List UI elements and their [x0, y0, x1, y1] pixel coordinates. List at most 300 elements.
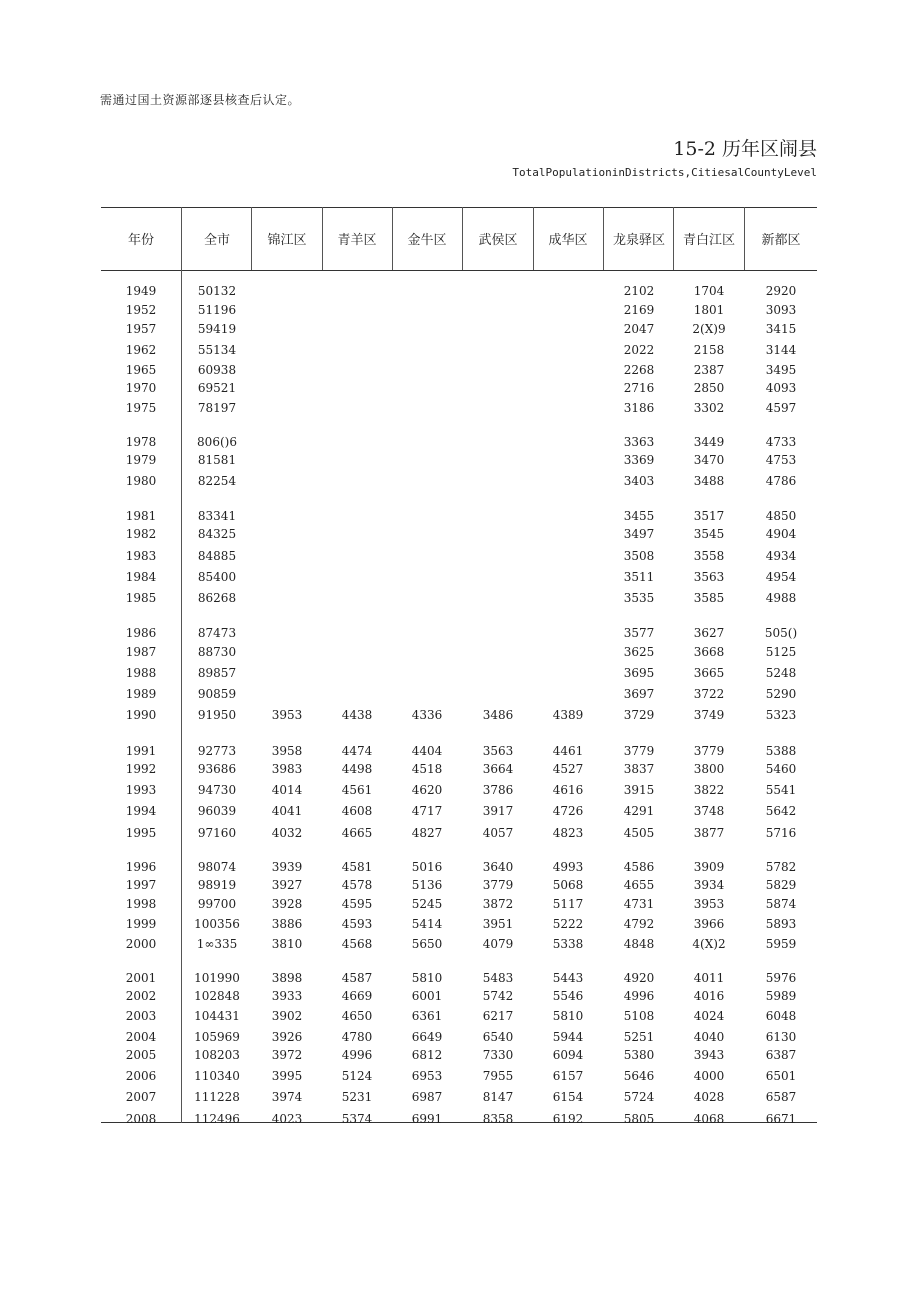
- value-cell: 3800: [693, 762, 725, 776]
- value-cell: [533, 282, 603, 300]
- value-cell: 4786: [765, 474, 797, 488]
- year-cell: 1970: [125, 381, 157, 395]
- value-cell: 3779: [623, 744, 655, 758]
- value-cell: 5724: [623, 1090, 655, 1104]
- year-cell: 1997: [125, 878, 157, 892]
- value-cell: 4(X)2: [692, 937, 726, 951]
- value-cell: 4586: [623, 860, 655, 874]
- value-cell: 5068: [552, 878, 584, 892]
- value-cell: [463, 399, 533, 417]
- value-cell: 87473: [197, 626, 237, 640]
- year-cell: 1983: [125, 549, 157, 563]
- value-cell: 6649: [411, 1030, 443, 1044]
- value-cell: 3837: [623, 762, 655, 776]
- table-row: [101, 969, 817, 987]
- value-cell: 6130: [765, 1030, 797, 1044]
- value-cell: 4587: [341, 971, 373, 985]
- value-cell: 3810: [271, 937, 303, 951]
- value-cell: 4850: [765, 509, 797, 523]
- value-cell: 505(): [764, 626, 798, 640]
- value-cell: 51196: [197, 303, 237, 317]
- table-row: [101, 781, 817, 799]
- value-cell: 4032: [271, 826, 303, 840]
- value-cell: 4505: [623, 826, 655, 840]
- value-cell: 5136: [411, 878, 443, 892]
- value-cell: 806()6: [197, 435, 237, 449]
- table-title: 15-2 历年区闹县: [673, 138, 817, 160]
- header-wuhou: 武侯区: [478, 233, 518, 248]
- value-cell: 5483: [482, 971, 514, 985]
- value-cell: 3668: [693, 645, 725, 659]
- year-cell: 2008: [125, 1112, 157, 1126]
- header-city-total: 全市: [203, 233, 230, 248]
- table-row: [101, 301, 817, 319]
- value-cell: [322, 685, 392, 703]
- value-cell: 4988: [765, 591, 797, 605]
- value-cell: [252, 451, 322, 469]
- value-cell: [252, 379, 322, 397]
- table-row: [101, 706, 817, 724]
- value-cell: [392, 507, 462, 525]
- header-chenghua: 成华区: [548, 233, 588, 248]
- table-row: [101, 472, 817, 490]
- value-cell: [252, 589, 322, 607]
- value-cell: 2102: [623, 284, 655, 298]
- table-row: [101, 525, 817, 543]
- year-cell: 1981: [125, 509, 157, 523]
- year-cell: 1989: [125, 687, 157, 701]
- value-cell: 5323: [765, 708, 797, 722]
- value-cell: 4996: [341, 1048, 373, 1062]
- value-cell: 4028: [693, 1090, 725, 1104]
- value-cell: 3939: [271, 860, 303, 874]
- value-cell: 5810: [552, 1009, 584, 1023]
- year-cell: 1949: [125, 284, 157, 298]
- value-cell: 2047: [623, 322, 655, 336]
- table-row: [101, 361, 817, 379]
- value-cell: 98919: [197, 878, 237, 892]
- value-cell: [533, 399, 603, 417]
- value-cell: 2387: [693, 363, 725, 377]
- table-subtitle: TotalPopulationinDistricts,CitiesalCountyLevel: [512, 166, 817, 179]
- value-cell: 4568: [341, 937, 373, 951]
- value-cell: 5388: [765, 744, 797, 758]
- value-cell: 4498: [341, 762, 373, 776]
- value-cell: [392, 451, 462, 469]
- value-cell: [252, 301, 322, 319]
- table-row: [101, 1110, 817, 1128]
- value-cell: 5460: [765, 762, 797, 776]
- value-cell: 3943: [693, 1048, 725, 1062]
- value-cell: [533, 341, 603, 359]
- value-cell: 5222: [552, 917, 584, 931]
- value-cell: 5742: [482, 989, 514, 1003]
- value-cell: 6192: [552, 1112, 584, 1126]
- value-cell: 50132: [197, 284, 237, 298]
- value-cell: [392, 399, 462, 417]
- year-cell: 1979: [125, 453, 157, 467]
- year-cell: 1978: [125, 435, 157, 449]
- value-cell: [322, 301, 392, 319]
- header-bottom-rule: [101, 270, 817, 271]
- value-cell: 2169: [623, 303, 655, 317]
- value-cell: [392, 643, 462, 661]
- year-cell: 1988: [125, 666, 157, 680]
- value-cell: 3517: [693, 509, 725, 523]
- value-cell: 82254: [197, 474, 237, 488]
- value-cell: 5893: [765, 917, 797, 931]
- value-cell: [322, 507, 392, 525]
- value-cell: 3563: [693, 570, 725, 584]
- value-cell: 88730: [197, 645, 237, 659]
- value-cell: 90859: [197, 687, 237, 701]
- value-cell: 98074: [197, 860, 237, 874]
- value-cell: 3983: [271, 762, 303, 776]
- value-cell: [322, 589, 392, 607]
- value-cell: 4527: [552, 762, 584, 776]
- value-cell: 3488: [693, 474, 725, 488]
- value-cell: [322, 282, 392, 300]
- value-cell: 6154: [552, 1090, 584, 1104]
- value-cell: 3966: [693, 917, 725, 931]
- value-cell: 4336: [411, 708, 443, 722]
- value-cell: 4593: [341, 917, 373, 931]
- value-cell: 84325: [197, 527, 237, 541]
- value-cell: 4620: [411, 783, 443, 797]
- value-cell: 4597: [765, 401, 797, 415]
- value-cell: 3403: [623, 474, 655, 488]
- value-cell: 6387: [765, 1048, 797, 1062]
- value-cell: 5810: [411, 971, 443, 985]
- value-cell: 3934: [693, 878, 725, 892]
- value-cell: [252, 282, 322, 300]
- value-cell: [322, 399, 392, 417]
- value-cell: [533, 379, 603, 397]
- value-cell: [392, 547, 462, 565]
- year-cell: 1987: [125, 645, 157, 659]
- year-cell: 1993: [125, 783, 157, 797]
- value-cell: 5117: [552, 897, 584, 911]
- value-cell: 7330: [482, 1048, 514, 1062]
- table-row: [101, 320, 817, 338]
- table-row: [101, 1028, 817, 1046]
- value-cell: 105969: [194, 1030, 240, 1044]
- value-cell: [463, 664, 533, 682]
- value-cell: [533, 589, 603, 607]
- value-cell: 83341: [197, 509, 237, 523]
- value-cell: 3898: [271, 971, 303, 985]
- header-longquanyi: 龙泉驿区: [612, 233, 665, 248]
- value-cell: 1704: [693, 284, 725, 298]
- value-cell: 3449: [693, 435, 725, 449]
- value-cell: 5650: [411, 937, 443, 951]
- value-cell: 3363: [623, 435, 655, 449]
- value-cell: [463, 433, 533, 451]
- value-cell: [533, 301, 603, 319]
- value-cell: 3972: [271, 1048, 303, 1062]
- table-row: [101, 624, 817, 642]
- value-cell: [392, 472, 462, 490]
- table-row: [101, 858, 817, 876]
- value-cell: 84885: [197, 549, 237, 563]
- value-cell: 5124: [341, 1069, 373, 1083]
- year-cell: 1990: [125, 708, 157, 722]
- value-cell: 85400: [197, 570, 237, 584]
- value-cell: 5374: [341, 1112, 373, 1126]
- value-cell: 99700: [197, 897, 237, 911]
- value-cell: 4404: [411, 744, 443, 758]
- value-cell: 3974: [271, 1090, 303, 1104]
- year-cell: 1962: [125, 343, 157, 357]
- table-row: [101, 379, 817, 397]
- year-cell: 1980: [125, 474, 157, 488]
- year-cell: 1995: [125, 826, 157, 840]
- value-cell: 3302: [693, 401, 725, 415]
- value-cell: [463, 301, 533, 319]
- value-cell: [322, 341, 392, 359]
- value-cell: 5231: [341, 1090, 373, 1104]
- value-cell: 3577: [623, 626, 655, 640]
- value-cell: 110340: [194, 1069, 240, 1083]
- value-cell: 5874: [765, 897, 797, 911]
- value-cell: [463, 589, 533, 607]
- value-cell: 3665: [693, 666, 725, 680]
- value-cell: 4717: [411, 804, 443, 818]
- value-cell: 4024: [693, 1009, 725, 1023]
- value-cell: 100356: [194, 917, 240, 931]
- table-row: [101, 282, 817, 300]
- value-cell: 6361: [411, 1009, 443, 1023]
- value-cell: [533, 568, 603, 586]
- value-cell: 1801: [693, 303, 725, 317]
- value-cell: 101990: [194, 971, 240, 985]
- value-cell: [533, 433, 603, 451]
- value-cell: 4669: [341, 989, 373, 1003]
- table-row: [101, 760, 817, 778]
- table-row: [101, 1007, 817, 1025]
- value-cell: [252, 472, 322, 490]
- value-cell: 6094: [552, 1048, 584, 1062]
- value-cell: [252, 399, 322, 417]
- value-cell: [252, 643, 322, 661]
- value-cell: 4581: [341, 860, 373, 874]
- header-qingyang: 青羊区: [337, 233, 377, 248]
- value-cell: 4461: [552, 744, 584, 758]
- value-cell: [463, 379, 533, 397]
- value-cell: 6587: [765, 1090, 797, 1104]
- value-cell: 3640: [482, 860, 514, 874]
- value-cell: 3729: [623, 708, 655, 722]
- value-cell: [463, 547, 533, 565]
- value-cell: 3697: [623, 687, 655, 701]
- value-cell: 4389: [552, 708, 584, 722]
- value-cell: [322, 379, 392, 397]
- value-cell: 97160: [197, 826, 237, 840]
- value-cell: 8147: [482, 1090, 514, 1104]
- value-cell: 3909: [693, 860, 725, 874]
- value-cell: 4827: [411, 826, 443, 840]
- value-cell: 2920: [765, 284, 797, 298]
- footnote-text: 需通过国土资源部逐县核查后认定。: [100, 93, 301, 107]
- value-cell: 3093: [765, 303, 797, 317]
- year-cell: 1994: [125, 804, 157, 818]
- value-cell: 4057: [482, 826, 514, 840]
- value-cell: 4920: [623, 971, 655, 985]
- value-cell: 3953: [271, 708, 303, 722]
- header-jinniu: 金牛区: [407, 233, 447, 248]
- table-row: [101, 341, 817, 359]
- value-cell: 5443: [552, 971, 584, 985]
- value-cell: 4731: [623, 897, 655, 911]
- table-row: [101, 547, 817, 565]
- value-cell: [392, 568, 462, 586]
- value-cell: 5338: [552, 937, 584, 951]
- value-cell: 89857: [197, 666, 237, 680]
- value-cell: 4993: [552, 860, 584, 874]
- value-cell: 2(X)9: [692, 322, 726, 336]
- value-cell: 6048: [765, 1009, 797, 1023]
- year-cell: 1996: [125, 860, 157, 874]
- year-cell: 1998: [125, 897, 157, 911]
- value-cell: [463, 624, 533, 642]
- value-cell: [463, 472, 533, 490]
- table-row: [101, 568, 817, 586]
- value-cell: [392, 301, 462, 319]
- value-cell: 3545: [693, 527, 725, 541]
- value-cell: [463, 341, 533, 359]
- year-cell: 2003: [125, 1009, 157, 1023]
- value-cell: 4650: [341, 1009, 373, 1023]
- value-cell: 5108: [623, 1009, 655, 1023]
- value-cell: [322, 624, 392, 642]
- value-cell: 60938: [197, 363, 237, 377]
- value-cell: 5959: [765, 937, 797, 951]
- value-cell: [252, 685, 322, 703]
- value-cell: [533, 525, 603, 543]
- value-cell: 6157: [552, 1069, 584, 1083]
- value-cell: 3511: [623, 570, 655, 584]
- value-cell: 4904: [765, 527, 797, 541]
- year-cell: 2001: [125, 971, 157, 985]
- table-row: [101, 876, 817, 894]
- value-cell: [252, 664, 322, 682]
- value-cell: 91950: [197, 708, 237, 722]
- year-cell: 2002: [125, 989, 157, 1003]
- value-cell: [533, 451, 603, 469]
- table-row: [101, 1046, 817, 1064]
- year-cell: 1991: [125, 744, 157, 758]
- value-cell: 6812: [411, 1048, 443, 1062]
- value-cell: 3695: [623, 666, 655, 680]
- value-cell: 3886: [271, 917, 303, 931]
- value-cell: 3535: [623, 591, 655, 605]
- value-cell: 4665: [341, 826, 373, 840]
- header-jinjiang: 锦江区: [267, 233, 307, 248]
- year-cell: 2007: [125, 1090, 157, 1104]
- value-cell: [533, 472, 603, 490]
- value-cell: [463, 643, 533, 661]
- value-cell: 4023: [271, 1112, 303, 1126]
- table-row: [101, 742, 817, 760]
- value-cell: 4000: [693, 1069, 725, 1083]
- value-cell: [533, 547, 603, 565]
- value-cell: 3872: [482, 897, 514, 911]
- value-cell: 3563: [482, 744, 514, 758]
- value-cell: 4780: [341, 1030, 373, 1044]
- value-cell: 2268: [623, 363, 655, 377]
- value-cell: [463, 361, 533, 379]
- value-cell: 93686: [197, 762, 237, 776]
- value-cell: [392, 361, 462, 379]
- table-row: [101, 1088, 817, 1106]
- value-cell: 4954: [765, 570, 797, 584]
- value-cell: 3822: [693, 783, 725, 797]
- value-cell: 6671: [765, 1112, 797, 1126]
- value-cell: 104431: [194, 1009, 240, 1023]
- value-cell: 4616: [552, 783, 584, 797]
- value-cell: [322, 664, 392, 682]
- value-cell: 3926: [271, 1030, 303, 1044]
- value-cell: [392, 624, 462, 642]
- value-cell: 2850: [693, 381, 725, 395]
- value-cell: 111228: [194, 1090, 240, 1104]
- value-cell: [533, 685, 603, 703]
- value-cell: 3953: [693, 897, 725, 911]
- value-cell: 5805: [623, 1112, 655, 1126]
- value-cell: 6987: [411, 1090, 443, 1104]
- value-cell: 5546: [552, 989, 584, 1003]
- value-cell: 3585: [693, 591, 725, 605]
- value-cell: 112496: [194, 1112, 240, 1126]
- value-cell: [252, 568, 322, 586]
- value-cell: 5716: [765, 826, 797, 840]
- value-cell: [463, 320, 533, 338]
- table-row: [101, 685, 817, 703]
- value-cell: 4608: [341, 804, 373, 818]
- table-row: [101, 643, 817, 661]
- value-cell: 3495: [765, 363, 797, 377]
- value-cell: 4753: [765, 453, 797, 467]
- value-cell: [322, 451, 392, 469]
- value-cell: 5829: [765, 878, 797, 892]
- value-cell: [392, 433, 462, 451]
- table-header: [101, 207, 817, 270]
- value-cell: 6217: [482, 1009, 514, 1023]
- value-cell: 3749: [693, 708, 725, 722]
- table-row: [101, 589, 817, 607]
- value-cell: 5380: [623, 1048, 655, 1062]
- value-cell: 3877: [693, 826, 725, 840]
- value-cell: 3928: [271, 897, 303, 911]
- value-cell: 5782: [765, 860, 797, 874]
- value-cell: 6501: [765, 1069, 797, 1083]
- value-cell: 4578: [341, 878, 373, 892]
- value-cell: 4792: [623, 917, 655, 931]
- value-cell: [252, 507, 322, 525]
- value-cell: 5290: [765, 687, 797, 701]
- value-cell: 5016: [411, 860, 443, 874]
- value-cell: 3917: [482, 804, 514, 818]
- value-cell: [322, 643, 392, 661]
- header-year: 年份: [127, 233, 154, 248]
- value-cell: 3369: [623, 453, 655, 467]
- table-row: [101, 935, 817, 953]
- value-cell: [252, 525, 322, 543]
- value-cell: [322, 433, 392, 451]
- value-cell: 4040: [693, 1030, 725, 1044]
- value-cell: 3958: [271, 744, 303, 758]
- value-cell: 4079: [482, 937, 514, 951]
